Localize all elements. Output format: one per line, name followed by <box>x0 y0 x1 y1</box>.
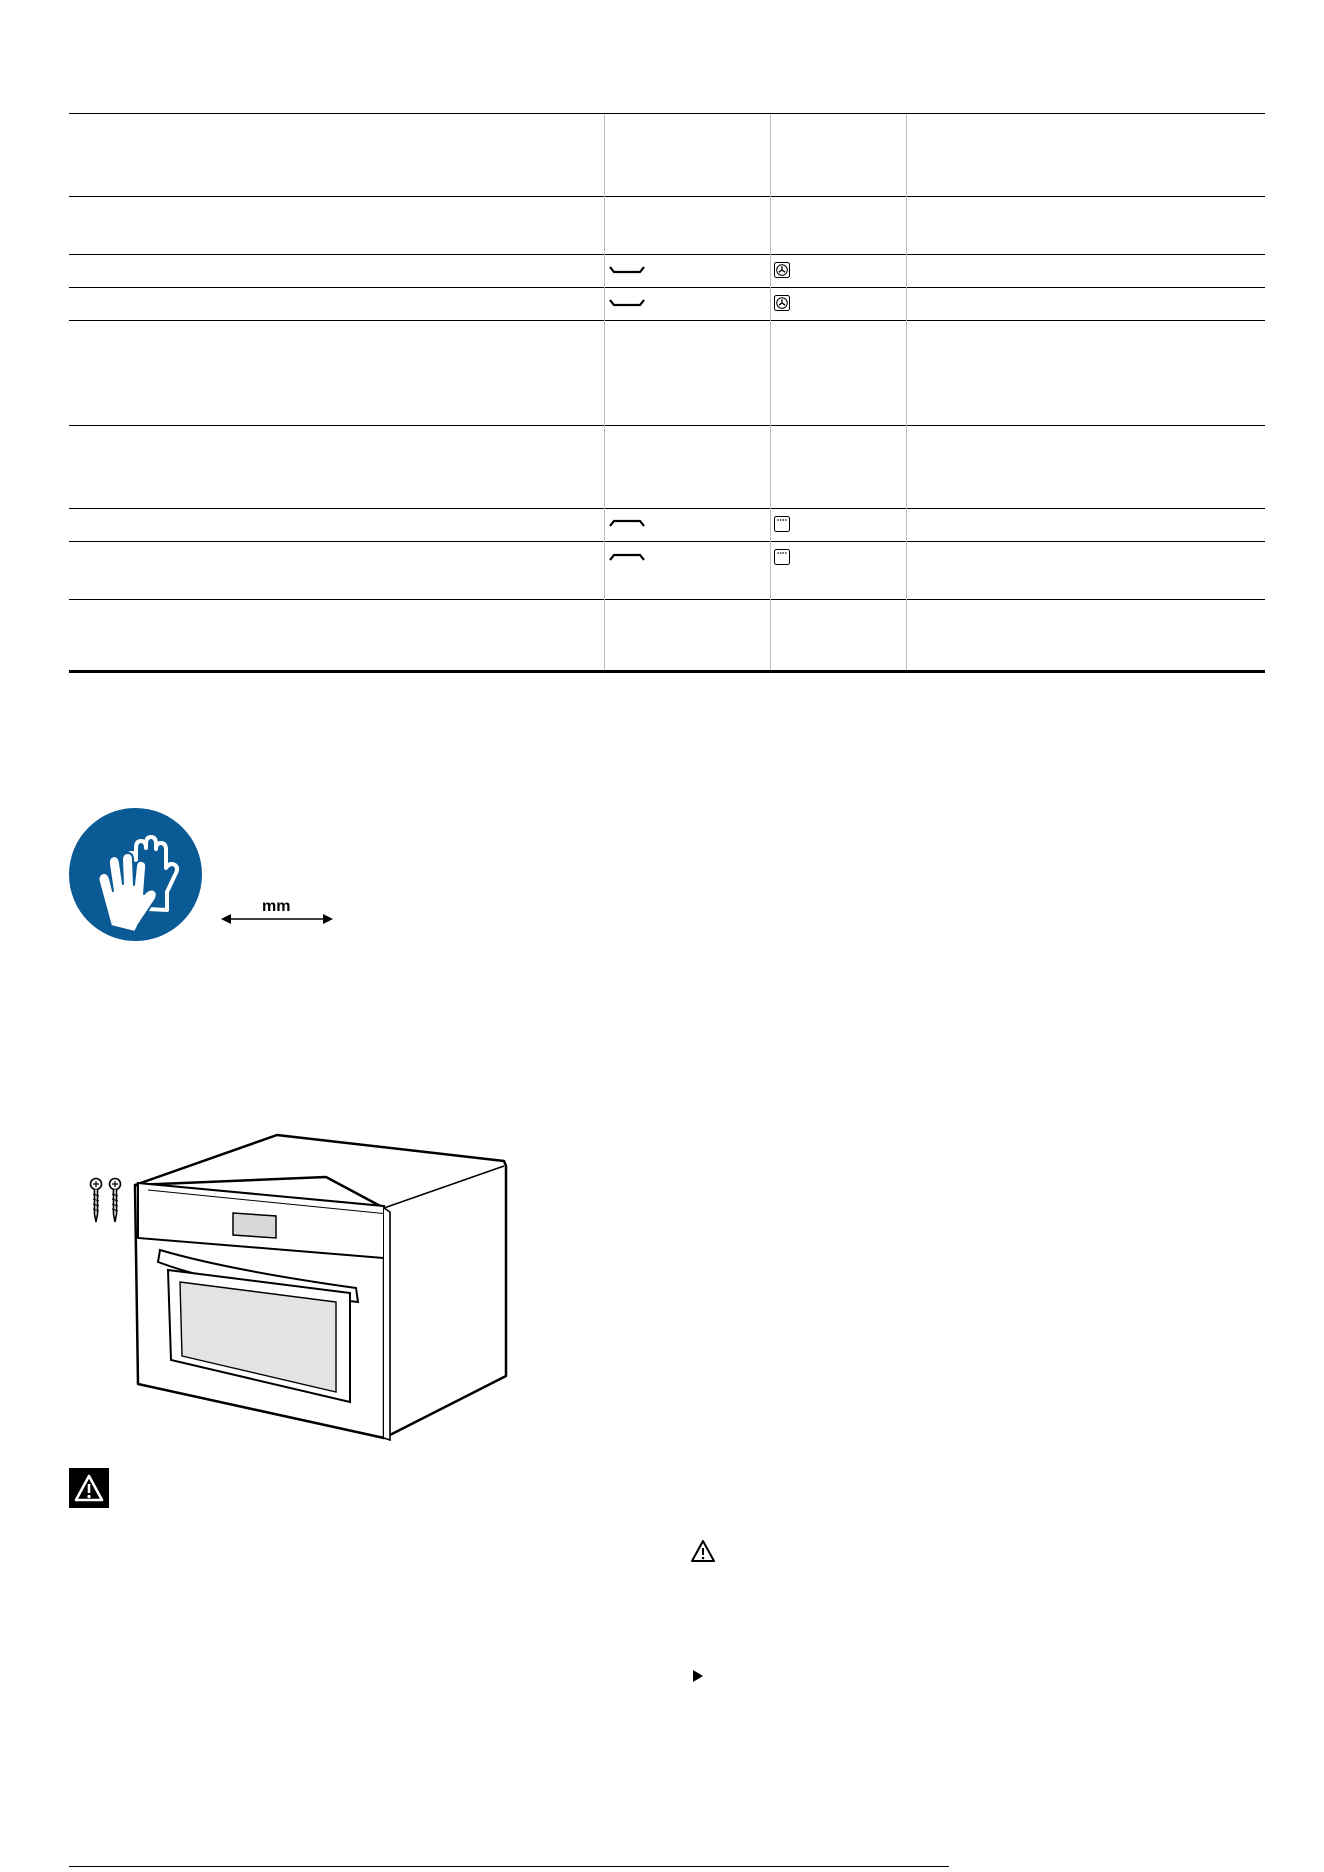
fan-mode-icon <box>774 262 790 278</box>
screws-icon <box>91 1179 121 1223</box>
rack-upper-icon <box>608 552 646 562</box>
protective-gloves-icon <box>69 808 202 941</box>
table-rule <box>69 508 1265 509</box>
table-column-divider <box>604 114 605 670</box>
rack-lower-icon <box>608 265 646 275</box>
table-column-divider <box>770 114 771 670</box>
fan-mode-icon <box>774 295 790 311</box>
warning-triangle-icon <box>69 1468 109 1508</box>
top-heat-mode-icon <box>774 516 790 532</box>
footer-rule <box>69 1866 949 1867</box>
table-rule <box>69 287 1265 288</box>
built-in-oven-icon <box>88 1130 513 1445</box>
table-rule <box>69 113 1265 114</box>
warning-triangle-outline-icon <box>690 1539 716 1563</box>
rack-lower-icon <box>608 298 646 308</box>
dimension-arrow-icon <box>221 911 333 927</box>
table-rule <box>69 599 1265 600</box>
dimension-unit-label: mm <box>262 898 291 915</box>
table-bottom-rule <box>69 670 1265 673</box>
table-column-divider <box>906 114 907 670</box>
rack-upper-icon <box>608 518 646 528</box>
table-rule <box>69 541 1265 542</box>
play-bullet-icon <box>693 1670 703 1682</box>
table-rule <box>69 425 1265 426</box>
table-rule <box>69 254 1265 255</box>
table-rule <box>69 320 1265 321</box>
top-heat-mode-icon <box>774 549 790 565</box>
table-rule <box>69 196 1265 197</box>
